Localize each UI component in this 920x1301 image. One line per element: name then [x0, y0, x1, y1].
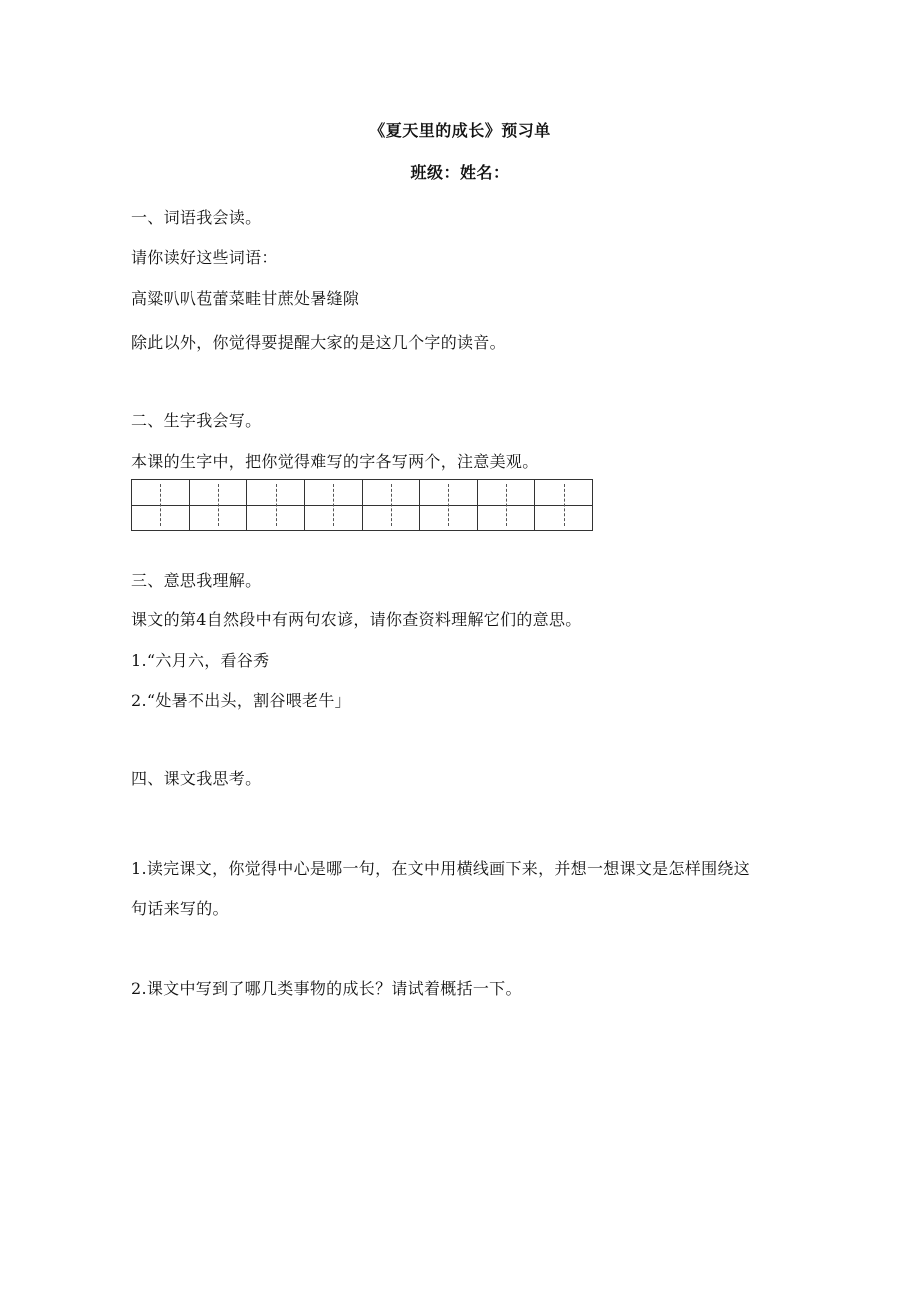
section3-heading: 三、意思我理解。 [131, 571, 262, 590]
writing-grid-cell[interactable] [420, 480, 478, 530]
section2-heading: 二、生字我会写。 [131, 411, 262, 430]
writing-grid-cell[interactable] [132, 480, 190, 530]
writing-grid-cell[interactable] [363, 480, 421, 530]
writing-grid[interactable] [131, 479, 593, 531]
section2-instruction: 本课的生字中，把你觉得难写的字各写两个，注意美观。 [131, 452, 539, 471]
grid-guide-line [448, 484, 449, 526]
section4-heading: 四、课文我思考。 [131, 769, 262, 788]
proverb-2: 2.“处暑不出头，割谷喂老牛」 [131, 691, 351, 710]
writing-grid-cell[interactable] [190, 480, 248, 530]
document-title: 《夏天里的成长》预习单 [369, 121, 551, 140]
grid-guide-line [218, 484, 219, 526]
class-name-line: 班级：姓名： [410, 163, 510, 182]
question-2: 2.课文中写到了哪几类事物的成长？请试着概括一下。 [131, 979, 522, 998]
grid-guide-line [564, 484, 565, 526]
vocabulary-words: 高粱叭叭苞蕾菜畦甘蔗处暑缝隙 [131, 289, 360, 308]
writing-grid-cell[interactable] [247, 480, 305, 530]
section3-instruction: 课文的第4自然段中有两句农谚，请你查资料理解它们的意思。 [131, 610, 582, 629]
question-1-line-2: 句话来写的。 [131, 899, 229, 918]
grid-guide-line [333, 484, 334, 526]
grid-guide-line [276, 484, 277, 526]
question-1-line-1: 1.读完课文，你觉得中心是哪一句，在文中用横线画下来，并想一想课文是怎样围绕这 [131, 859, 750, 878]
writing-grid-cell[interactable] [478, 480, 536, 530]
writing-grid-cell[interactable] [535, 480, 592, 530]
section1-instruction: 请你读好这些词语： [131, 248, 278, 267]
writing-grid-cell[interactable] [305, 480, 363, 530]
section1-heading: 一、词语我会读。 [131, 208, 262, 227]
grid-guide-line [506, 484, 507, 526]
section1-note: 除此以外，你觉得要提醒大家的是这几个字的读音。 [131, 333, 506, 352]
proverb-1: 1.“六月六，看谷秀 [131, 651, 270, 670]
grid-guide-line [160, 484, 161, 526]
grid-guide-line [391, 484, 392, 526]
